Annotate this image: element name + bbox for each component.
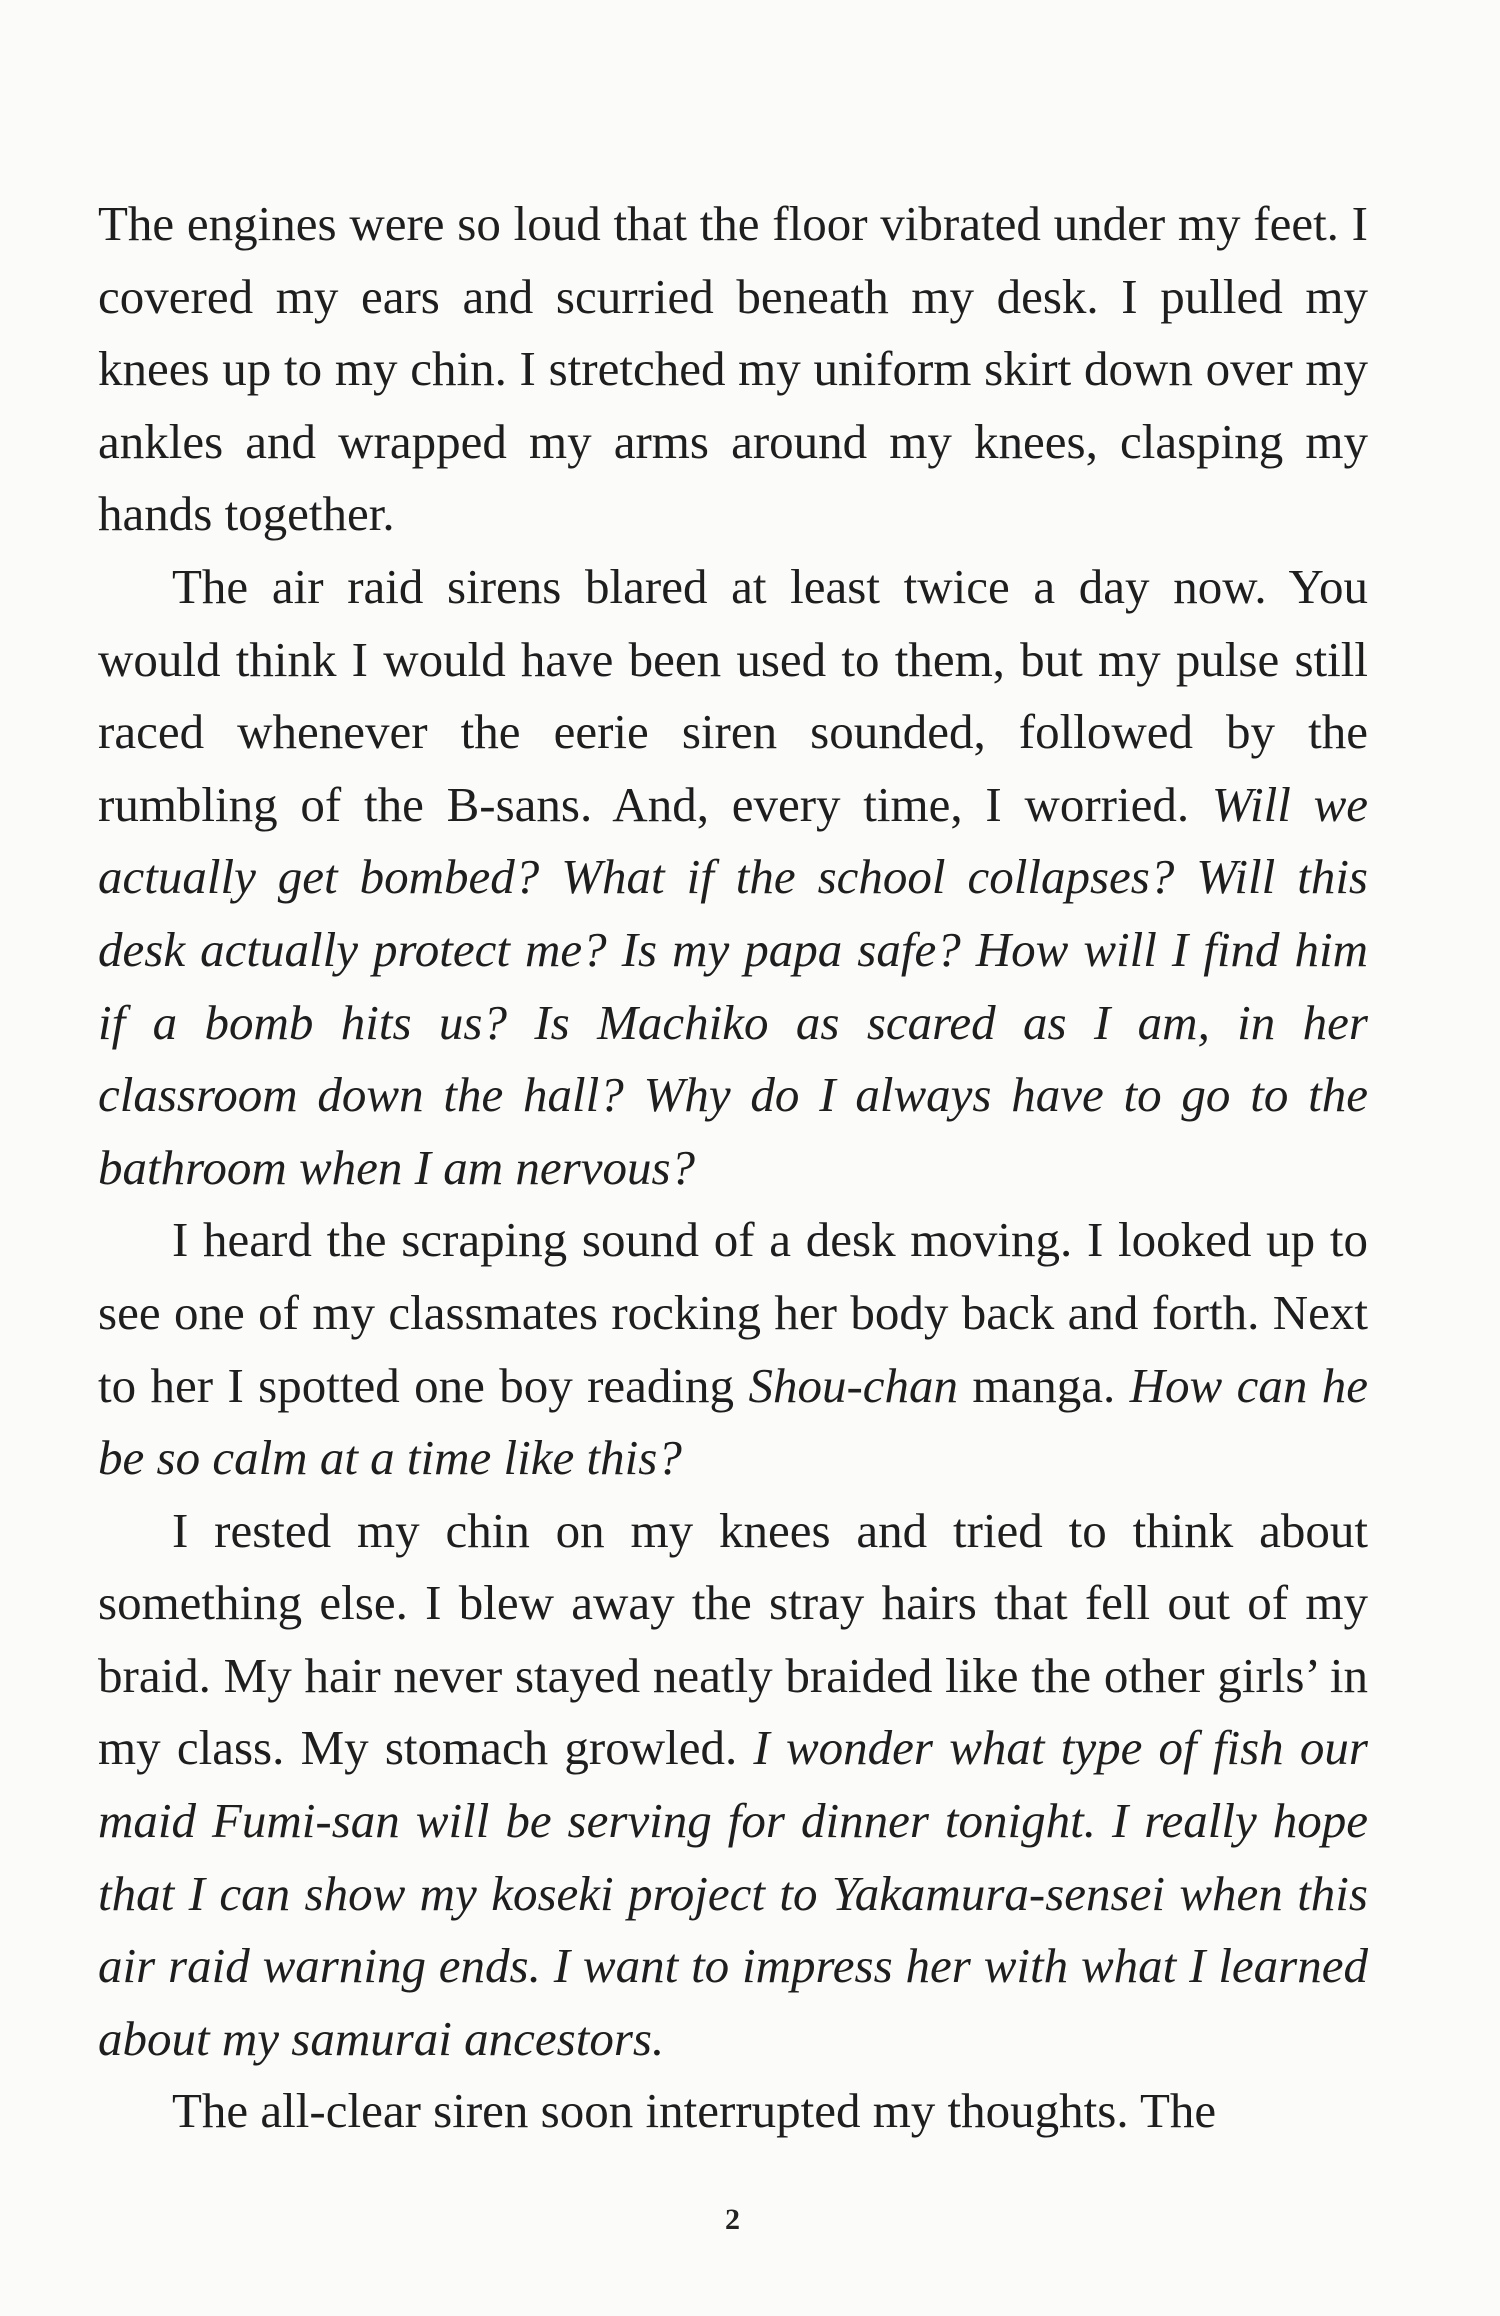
- paragraph-text: manga.: [958, 1357, 1130, 1413]
- paragraph-engines: [98, 188, 1368, 551]
- page-number: 2: [725, 2203, 741, 2236]
- manga-title: Shou-chan: [748, 1357, 959, 1413]
- paragraph-text: I rested my chin on my knees and tried to think about something else. I blew away the stray hairs that fell out of my braid. My hair never stayed neatly braided like the other girls’ in my class. My stomach growled.: [98, 1502, 1368, 1776]
- paragraph-text: I heard the scraping sound of a desk moving. I looked up to see one of my classmates rocking her body back and forth. Next to her I spotted one boy reading: [98, 1212, 1368, 1413]
- book-page-body: [98, 188, 1368, 2148]
- paragraph-text: The air raid sirens blared at least twice a day now. You would think I would have been used to them, but my pulse still raced whenever the eerie siren sounded, followed by the rumbling of the B-sans. And, every time, I worried.: [98, 558, 1368, 832]
- paragraph-text: The engines were so loud that the floor vibrated under my feet. I covered my ears and scurried beneath my desk. I pulled my knees up to my chin. I stretched my uniform skirt down over my ankles and wrapped my arms around my knees, clasping my hands together.: [98, 196, 1368, 542]
- paragraph-rested-chin: [98, 1495, 1368, 2076]
- paragraph-italic-thoughts: I wonder what type of fish our maid Fumi-san will be serving for dinner tonight. I really hope that I can show my koseki project to Yakamura-sensei when this air raid warning ends. I want to impress her with what I learned about my samurai ancestors.: [98, 1720, 1368, 2066]
- paragraph-air-raid-sirens: [98, 551, 1368, 1204]
- paragraph-italic-thoughts: How can he be so calm at a time like this?: [98, 1357, 1368, 1486]
- paragraph-italic-thoughts: Will we actually get bombed? What if the school collapses? Will this desk actually protect me? Is my papa safe? How will I find him if a bomb hits us? Is Machiko as scared as I am, in her classroom down the hall? Why do I always have to go to the bathroom when I am nervous?: [98, 776, 1369, 1195]
- paragraph-scraping-sound: [98, 1204, 1368, 1494]
- paragraph-text: The all-clear siren soon interrupted my thoughts. The: [172, 2083, 1217, 2139]
- paragraph-all-clear: [98, 2075, 1368, 2148]
